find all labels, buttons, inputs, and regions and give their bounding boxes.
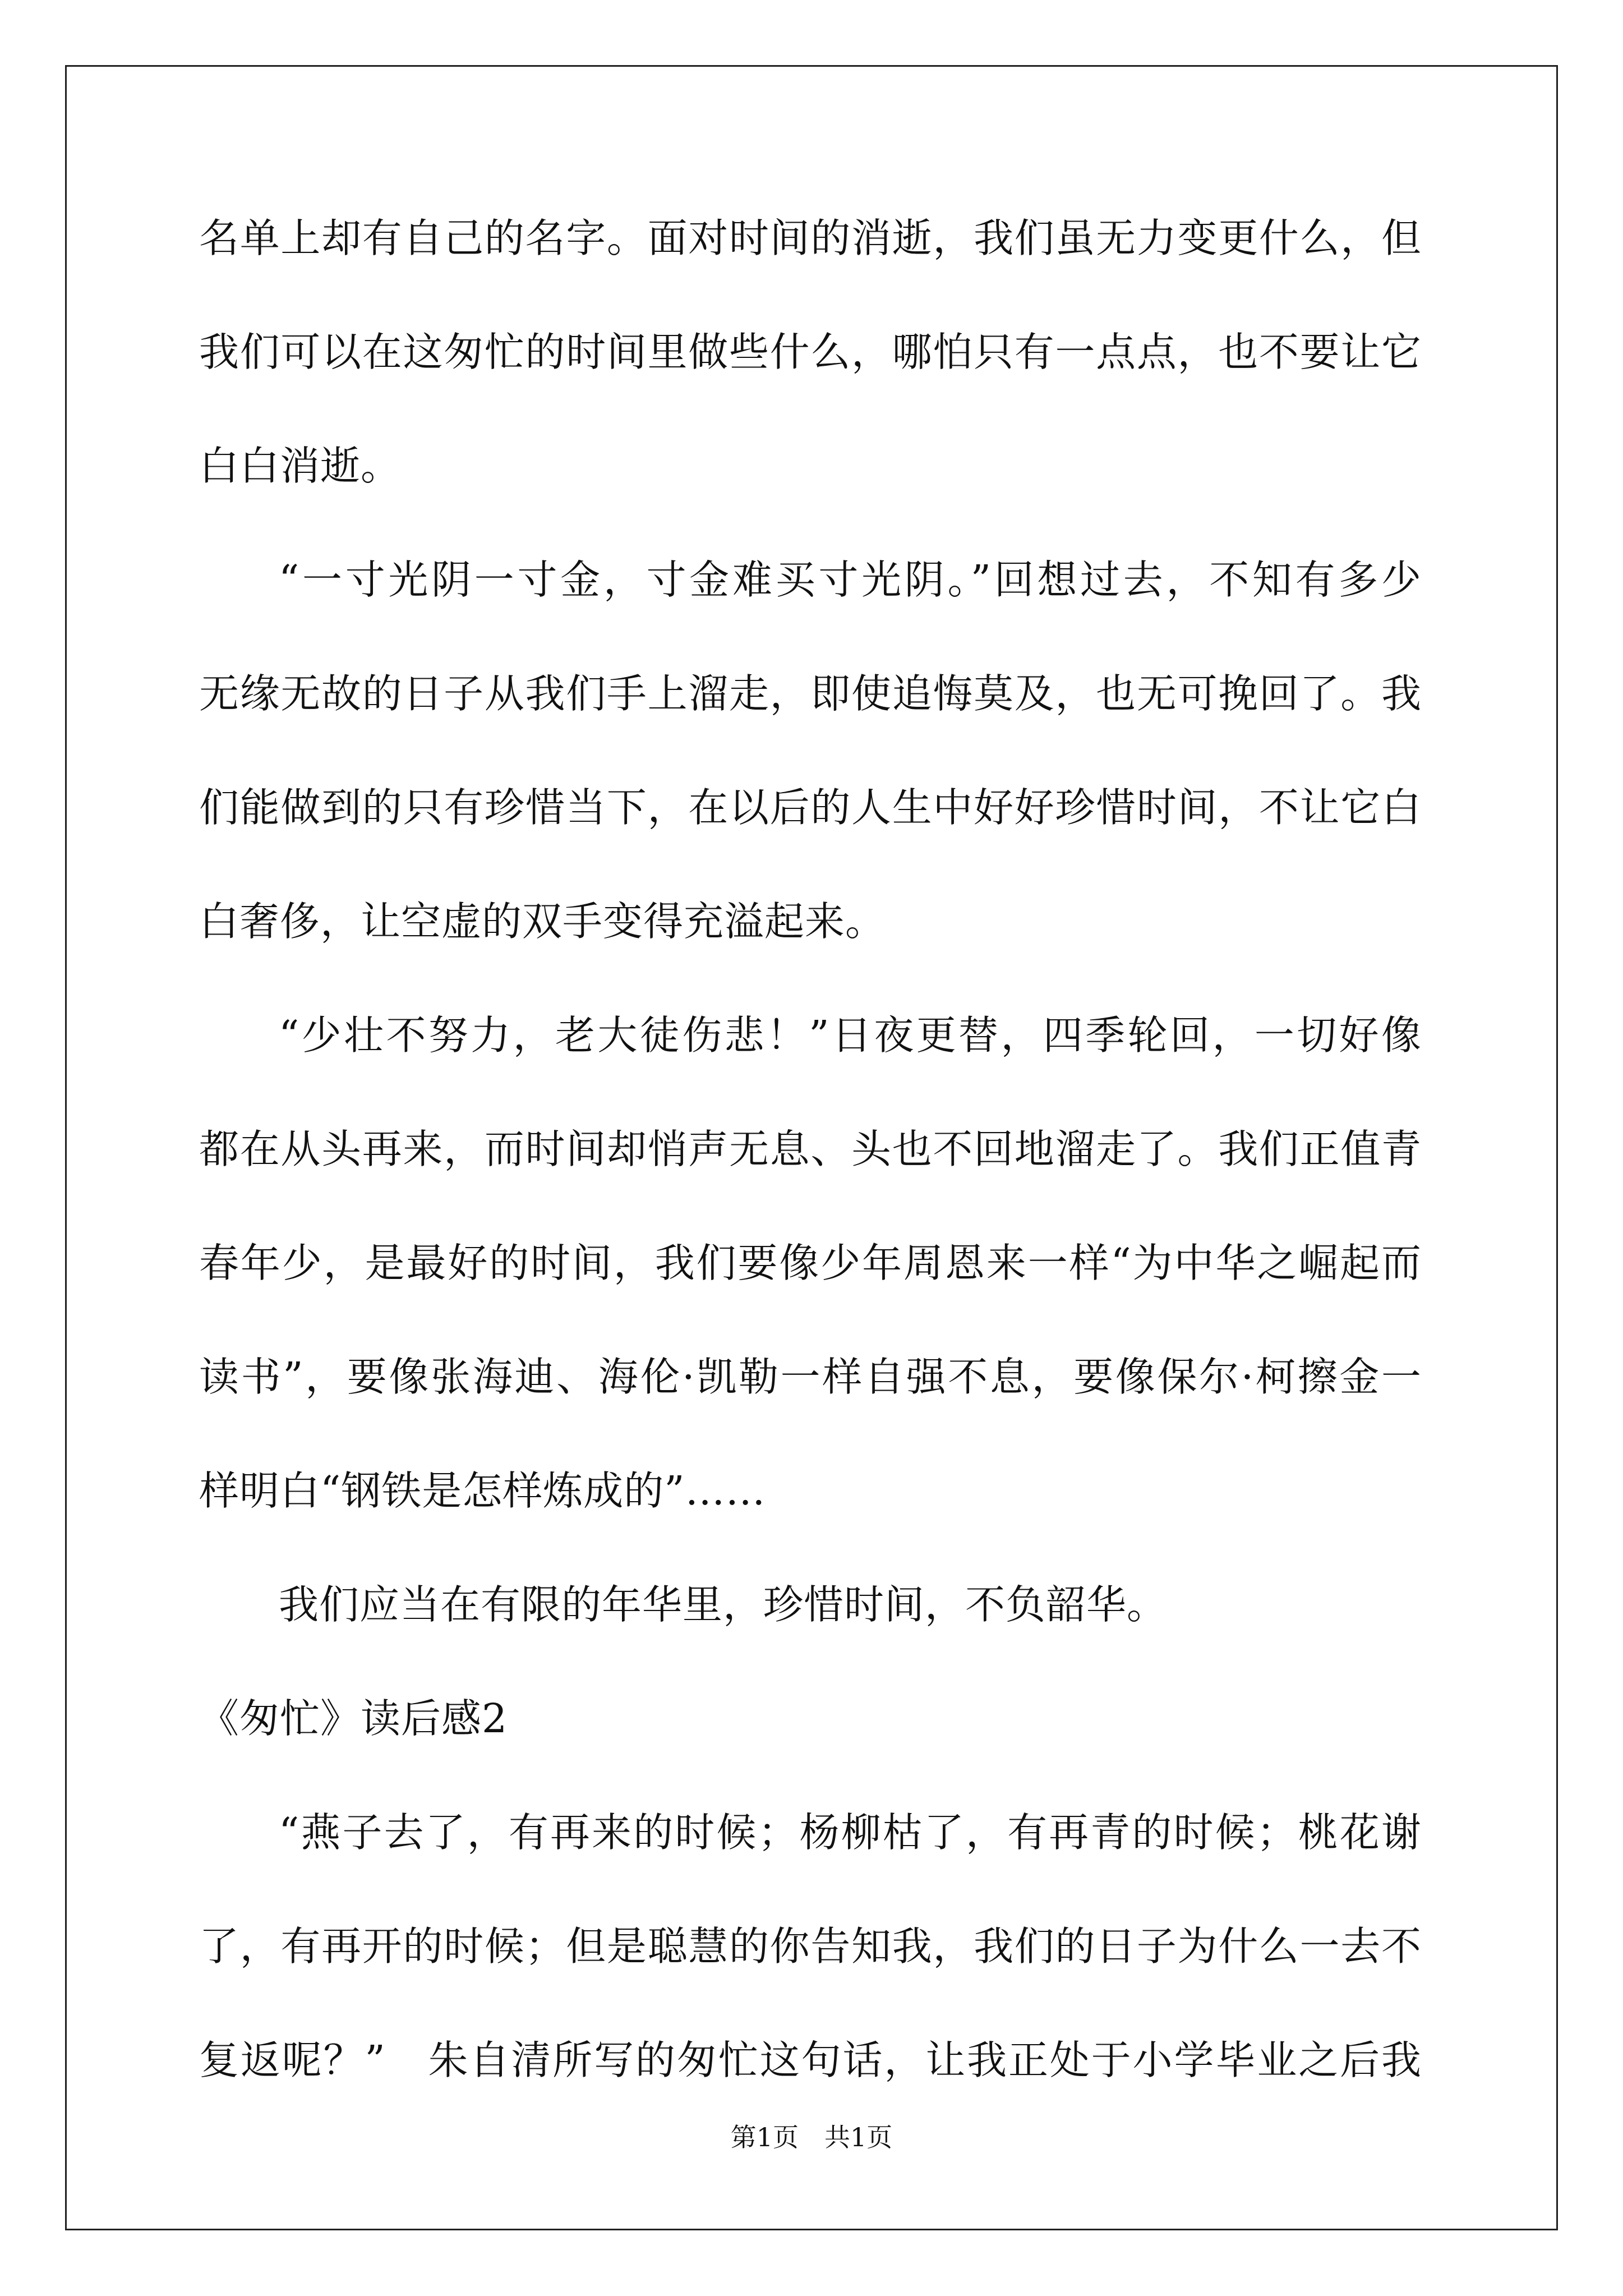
- text-line: 无缘无故的日子从我们手上溜走，即使追悔莫及，也无可挽回了。我: [199, 670, 1422, 717]
- text-line: 样明白“钢铁是怎样炼成的”……: [199, 1467, 766, 1514]
- text-line: 读书”，要像张海迪、海伦·凯勒一样自强不息，要像保尔·柯擦金一: [199, 1354, 1422, 1400]
- section-heading: 《匆忙》读后感2: [199, 1695, 508, 1742]
- paragraph-first-line: 我们应当在有限的年华里，珍惜时间，不负韶华。: [279, 1581, 1168, 1628]
- page-footer: 第1页 共1页: [730, 2122, 893, 2152]
- text-line: 春年少，是最好的时间，我们要像少年周恩来一样“为中华之崛起而: [199, 1240, 1422, 1286]
- text-line: 白白消逝。: [199, 443, 402, 489]
- text-line: 了，有再开的时候；但是聪慧的你告知我，我们的日子为什么一去不: [199, 1923, 1422, 1970]
- text-line: 白奢侈，让空虚的双手变得充溢起来。: [199, 898, 886, 945]
- text-line: 我们可以在这匆忙的时间里做些什么，哪怕只有一点点，也不要让它: [199, 329, 1422, 375]
- paragraph-first-line: “一寸光阴一寸金，寸金难买寸光阴。”回想过去，不知有多少: [279, 556, 1422, 603]
- text-line: 名单上却有自己的名字。面对时间的消逝，我们虽无力变更什么，但: [199, 215, 1422, 261]
- text-line: 们能做到的只有珍惜当下，在以后的人生中好好珍惜时间，不让它白: [199, 784, 1422, 831]
- paragraph-first-line: “燕子去了，有再来的时候；杨柳枯了，有再青的时候；桃花谢: [279, 1809, 1422, 1856]
- text-line: 都在从头再来，而时间却悄声无息、头也不回地溜走了。我们正值青: [199, 1126, 1422, 1172]
- text-line: 复返呢？” 朱自清所写的匆忙这句话，让我正处于小学毕业之后我: [199, 2037, 1422, 2083]
- paragraph-first-line: “少壮不努力，老大徒伤悲！”日夜更替，四季轮回，一切好像: [279, 1012, 1422, 1059]
